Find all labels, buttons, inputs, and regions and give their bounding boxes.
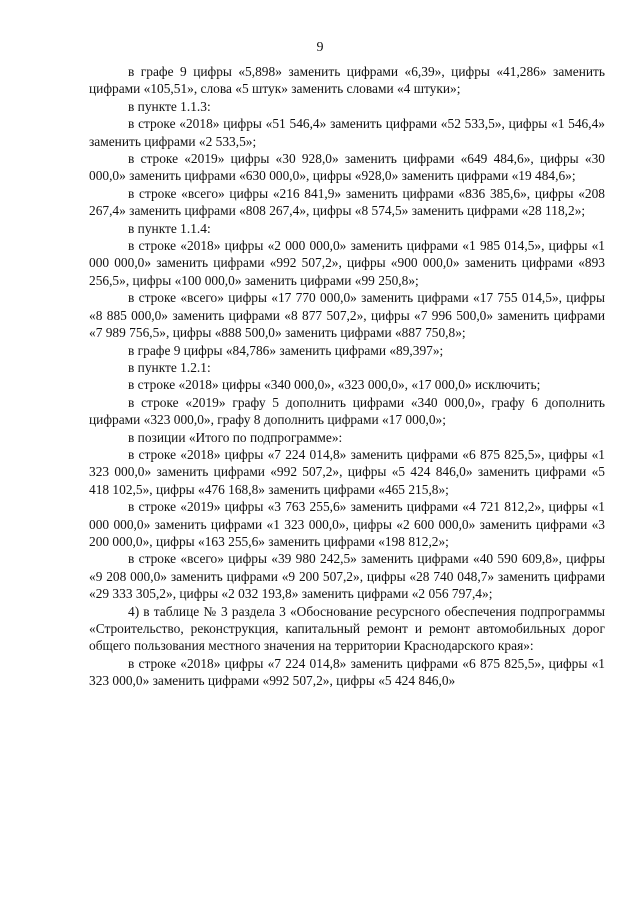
- paragraph: в строке «2019» графу 5 дополнить цифрами «340 000,0», графу 6 дополнить цифрами «323 000,0», графу 8 дополнить цифрами «17 000,0»;: [89, 394, 605, 428]
- paragraph: в строке «2018» цифры «51 546,4» заменить цифрами «52 533,5», цифры «1 546,4» заменить цифрами «2 533,5»;: [89, 116, 605, 149]
- paragraph: в пункте 1.1.4:: [128, 220, 211, 236]
- paragraph: в строке «2019» цифры «3 763 255,6» заменить цифрами «4 721 812,2», цифры «1 000 000,0» заменить цифрами «1 323 000,0», цифры «2 600 000,0» заменить цифрами «3 200 000,0», цифры «163 255,6» заменить цифрами «198 812,2»;: [89, 499, 605, 549]
- paragraph: в строке «2018» цифры «2 000 000,0» заменить цифрами «1 985 014,5», цифры «1 000 000,0» заменить цифрами «992 507,2», цифры «900 000,0» заменить цифрами «893 256,5», цифры «100 000,0» заменить цифрами «99 250,8»;: [89, 238, 605, 288]
- paragraph: в графе 9 цифры «5,898» заменить цифрами «6,39», цифры «41,286» заменить цифрами «105,51», слова «5 штук» заменить словами «4 штуки»;: [89, 64, 605, 97]
- paragraph: в строке «2018» цифры «340 000,0», «323 000,0», «17 000,0» исключить;: [128, 377, 541, 393]
- paragraph: в позиции «Итого по подпрограмме»:: [128, 429, 343, 445]
- document-body: [89, 63, 605, 690]
- paragraph: в пункте 1.2.1:: [128, 359, 211, 375]
- paragraph: в строке «всего» цифры «216 841,9» заменить цифрами «836 385,6», цифры «208 267,4» заменить цифрами «808 267,4», цифры «8 574,5» заменить цифрами «28 118,2»;: [89, 185, 605, 219]
- page-number: 9: [316, 40, 324, 55]
- paragraph: в графе 9 цифры «84,786» заменить цифрами «89,397»;: [128, 342, 444, 358]
- paragraph: 4) в таблице № 3 раздела 3 «Обоснование ресурсного обеспечения подпрограммы «Строительство, реконструкция, капитальный ремонт и ремонт автомобильных дорог общего пользования местного значения на территории Краснодарского края»:: [89, 603, 605, 654]
- paragraph: в строке «2018» цифры «7 224 014,8» заменить цифрами «6 875 825,5», цифры «1 323 000,0» заменить цифрами «992 507,2», цифры «5 424 846,0» заменить цифрами «5 418 102,5», цифры «476 168,8» заменить цифрами «465 215,8»;: [89, 446, 605, 497]
- paragraph: в строке «2018» цифры «7 224 014,8» заменить цифрами «6 875 825,5», цифры «1 323 000,0» заменить цифрами «992 507,2», цифры «5 424 846,0»: [89, 655, 605, 689]
- paragraph: в строке «2019» цифры «30 928,0» заменить цифрами «649 484,6», цифры «30 000,0» заменить цифрами «630 000,0», цифры «928,0» заменить цифрами «19 484,6»;: [89, 151, 605, 184]
- paragraph: в строке «всего» цифры «39 980 242,5» заменить цифрами «40 590 609,8», цифры «9 208 000,0» заменить цифрами «9 200 507,2», цифры «28 740 048,7» заменить цифрами «29 333 305,2», цифры «2 032 193,8» заменить цифрами «2 056 797,4»;: [89, 551, 605, 602]
- paragraph: в пункте 1.1.3:: [128, 98, 211, 114]
- paragraph: в строке «всего» цифры «17 770 000,0» заменить цифрами «17 755 014,5», цифры «8 885 000,0» заменить цифрами «8 877 507,2», цифры «7 996 500,0» заменить цифрами «7 989 756,5», цифры «888 500,0» заменить цифрами «887 750,8»;: [89, 290, 605, 341]
